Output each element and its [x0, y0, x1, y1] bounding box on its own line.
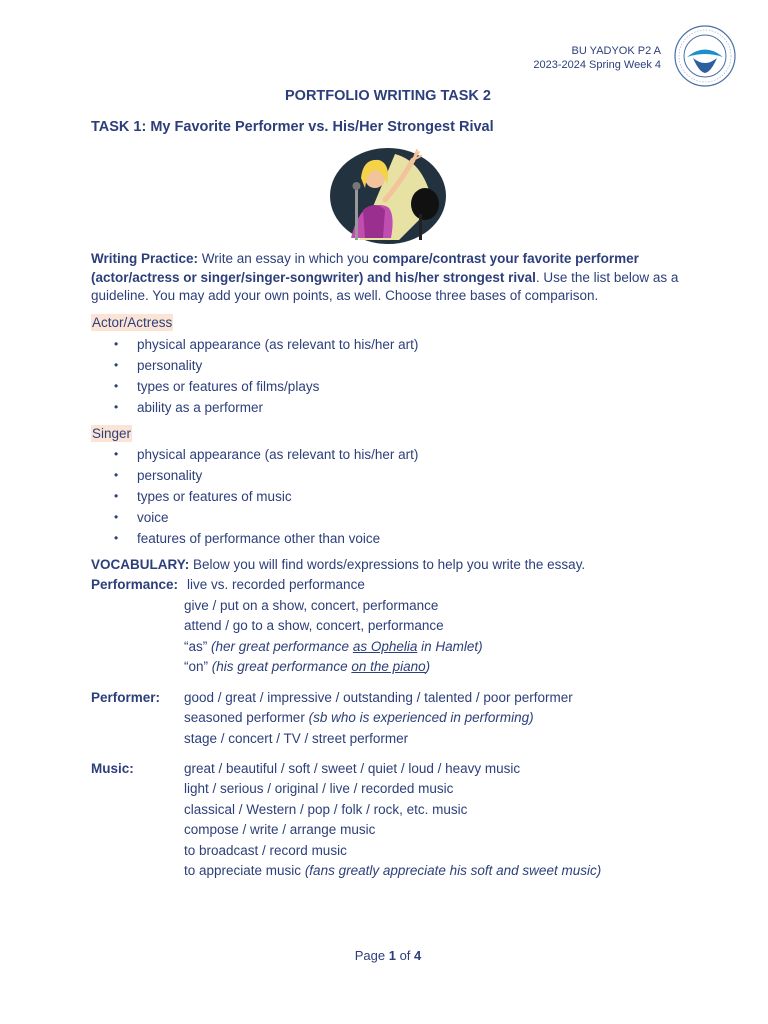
performance-label: Performance: [91, 577, 179, 592]
course-code: BU YADYOK P2 A [571, 45, 661, 57]
singer-heading: Singer [92, 426, 132, 441]
course-term: 2023-2024 Spring Week 4 [533, 59, 661, 71]
vocabulary-text: Below you will find words/expressions to help you write the essay. [189, 557, 586, 572]
list-item: • physical appearance (as relevant to his/her art) [114, 444, 418, 465]
performer-line-3: stage / concert / TV / street performer [184, 731, 409, 746]
list-item: • voice [114, 507, 418, 528]
music-line-2: light / serious / original / live / recorded music [184, 781, 454, 796]
list-item: • types or features of music [114, 486, 418, 507]
page-title: PORTFOLIO WRITING TASK 2 [285, 88, 491, 104]
list-item: • features of performance other than voice [114, 528, 418, 549]
music-line-6: to appreciate music (fans greatly appreciate his soft and sweet music) [184, 863, 602, 878]
music-line-5: to broadcast / record music [184, 843, 347, 858]
music-line-1: great / beautiful / soft / sweet / quiet / loud / heavy music [184, 761, 521, 776]
performance-line-3: attend / go to a show, concert, performance [184, 618, 444, 633]
course-header [533, 44, 661, 72]
writing-practice-emphasis: compare/contrast your favorite performer (actor/actress or singer/singer-songwriter) and his/her strongest rival [91, 251, 639, 285]
list-item: • personality [114, 355, 418, 376]
singer-list [114, 444, 418, 549]
performer-line-2: seasoned performer (sb who is experienced in performing) [184, 710, 534, 725]
performance-line-4: “as” (her great performance as Ophelia in Hamlet) [184, 639, 483, 654]
vocabulary-intro [91, 556, 585, 574]
writing-practice-text-1: Write an essay in which you [198, 251, 373, 266]
performer-line-1: good / great / impressive / outstanding / talented / poor performer [184, 690, 573, 705]
list-item: • physical appearance (as relevant to his/her art) [114, 334, 418, 355]
list-item: • types or features of films/plays [114, 376, 418, 397]
writing-practice-label: Writing Practice: [91, 251, 199, 266]
page-number: Page 1 of 4 [354, 948, 422, 963]
music-line-4: compose / write / arrange music [184, 822, 376, 837]
music-line-3: classical / Western / pop / folk / rock, etc. music [184, 802, 468, 817]
singer-illustration [329, 144, 447, 244]
actor-list [114, 334, 418, 418]
actor-heading: Actor/Actress [92, 315, 173, 330]
performance-line-1: live vs. recorded performance [187, 577, 365, 592]
performance-line-5: “on” (his great performance on the piano) [184, 659, 431, 674]
writing-practice-text-2: . Use the list below as a guideline. You may add your own points, as well. Choose three bases of comparison. [91, 269, 679, 303]
performance-line-2: give / put on a show, concert, performance [184, 598, 439, 613]
list-item: • personality [114, 465, 418, 486]
vocabulary-label: VOCABULARY: [91, 557, 190, 572]
university-logo [673, 24, 737, 88]
writing-practice-paragraph [91, 250, 691, 306]
task-heading: TASK 1: My Favorite Performer vs. His/Her Strongest Rival [91, 119, 494, 135]
list-item: • ability as a performer [114, 397, 418, 418]
performer-label: Performer: [91, 690, 161, 705]
music-label: Music: [91, 761, 134, 776]
